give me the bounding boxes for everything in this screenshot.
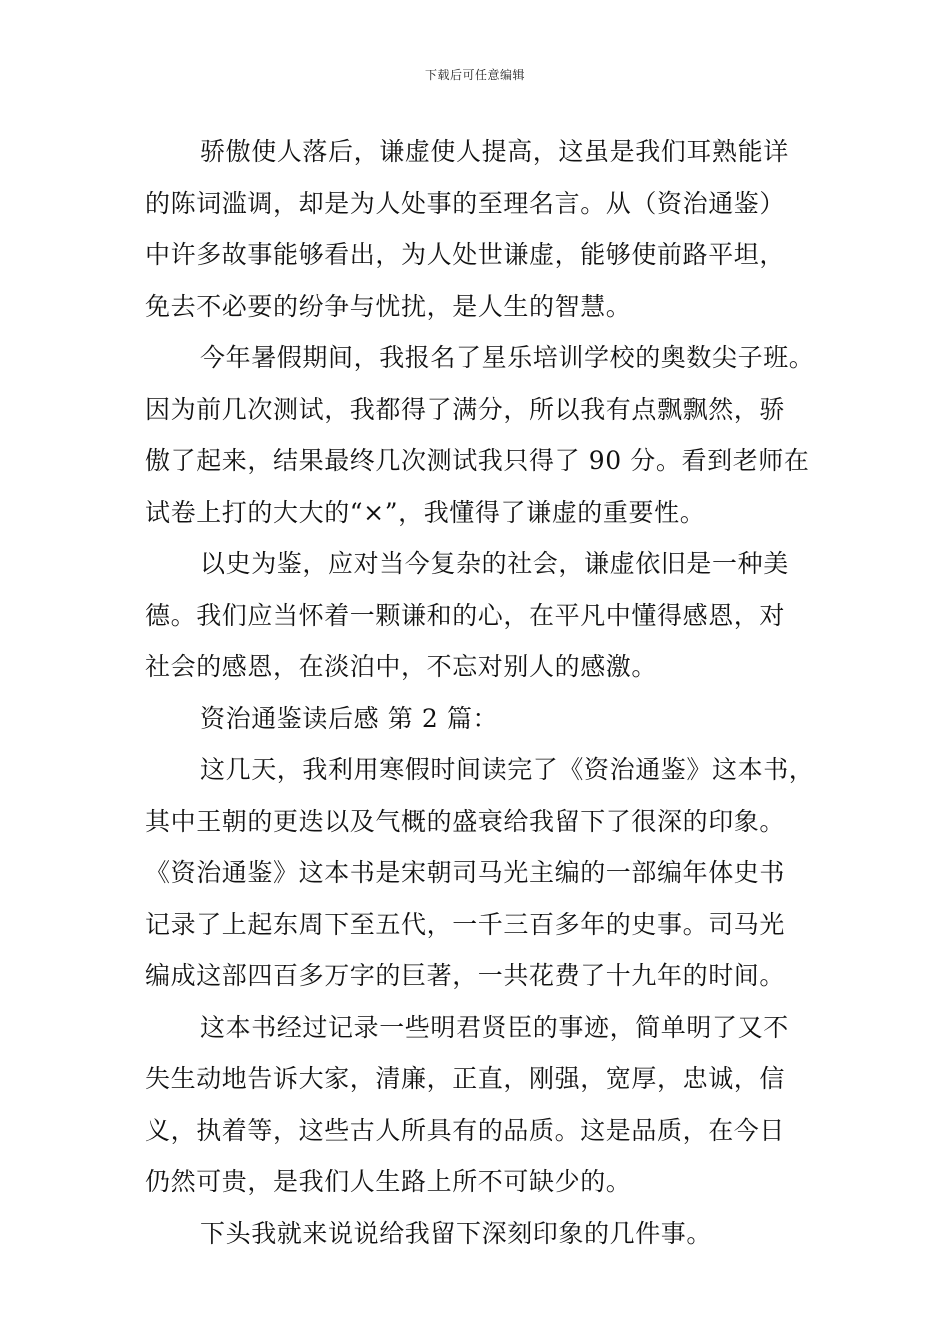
text-line: 社会的感恩，在淡泊中，不忘对别人的感激。 bbox=[145, 652, 658, 681]
text-line: 《资治通鉴》这本书是宋朝司马光主编的一部编年体史书 bbox=[145, 858, 786, 887]
text-line: 试卷上打的大大的“×”，我懂得了谦虚的重要性。 bbox=[145, 497, 706, 527]
text-line: 骄傲使人落后，谦虚使人提高，这虽是我们耳熟能详 bbox=[200, 137, 789, 166]
text-line: 其中王朝的更迭以及气概的盛衰给我留下了很深的印象。 bbox=[145, 806, 786, 836]
text-line: 仍然可贵，是我们人生路上所不可缺少的。 bbox=[145, 1167, 632, 1196]
body-text bbox=[145, 126, 813, 1259]
text-line: 今年暑假期间，我报名了星乐培训学校的奥数尖子班。 bbox=[200, 343, 815, 372]
page-header: 下载后可任意编辑 bbox=[424, 68, 525, 82]
text-line: 编成这部四百多万字的巨著，一共花费了十九年的时间。 bbox=[145, 961, 786, 990]
text-line: 记录了上起东周下至五代，一千三百多年的史事。司马光 bbox=[145, 909, 786, 939]
section-heading: 资治通鉴读后感 第 2 篇： bbox=[200, 703, 499, 733]
text-line: 德。我们应当怀着一颗谦和的心，在平凡中懂得感恩，对 bbox=[145, 600, 786, 630]
text-line: 傲了起来，结果最终几次测试我只得了 90 分。看到老师在 bbox=[145, 446, 810, 475]
text-line: 这本书经过记录一些明君贤臣的事迹，简单明了又不 bbox=[200, 1012, 789, 1042]
text-line: 免去不必要的纷争与忧扰，是人生的智慧。 bbox=[145, 291, 632, 321]
text-line: 失生动地告诉大家，清廉，正直，刚强，宽厚，忠诚，信 bbox=[145, 1064, 786, 1093]
text-line: 下头我就来说说给我留下深刻印象的几件事。 bbox=[200, 1218, 713, 1248]
text-line: 义，执着等，这些古人所具有的品质。这是品质，在今日 bbox=[145, 1115, 786, 1145]
text-line: 的陈词滥调，却是为人处事的至理名言。从（资治通鉴） bbox=[145, 188, 786, 218]
text-line: 这几天，我利用寒假时间读完了《资治通鉴》这本书， bbox=[200, 755, 815, 784]
text-line: 以史为鉴，应对当今复杂的社会，谦虚依旧是一种美 bbox=[200, 549, 789, 578]
text-line: 因为前几次测试，我都得了满分，所以我有点飘飘然，骄 bbox=[145, 394, 786, 424]
text-line: 中许多故事能够看出，为人处世谦虚，能够使前路平坦， bbox=[145, 240, 786, 269]
